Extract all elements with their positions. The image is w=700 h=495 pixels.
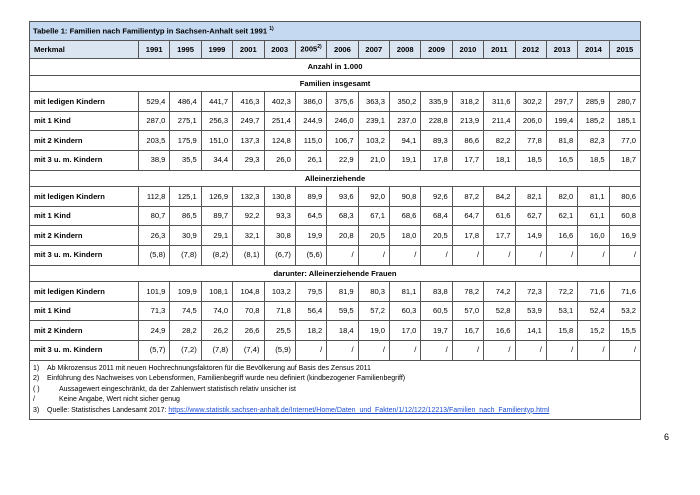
header-row	[30, 41, 641, 59]
table-cell: 68,3	[327, 206, 358, 226]
table-cell: 60,3	[390, 301, 421, 321]
table-cell: 89,9	[295, 187, 326, 207]
table-cell: (5,7)	[139, 340, 170, 360]
table-row	[30, 187, 641, 207]
section-title: darunter: Alleinerziehende Frauen	[30, 265, 641, 282]
header-year-text: 2012	[522, 44, 540, 54]
header-merkmal: Merkmal	[30, 41, 139, 59]
table-cell: 285,9	[578, 92, 609, 112]
table-cell: 68,6	[390, 206, 421, 226]
header-year	[201, 41, 232, 59]
table-cell: /	[327, 245, 358, 265]
table-cell: /	[421, 340, 452, 360]
table-cell: 130,8	[264, 187, 295, 207]
table-cell: /	[358, 340, 389, 360]
section-title: Familien insgesamt	[30, 75, 641, 92]
header-year-text: 1991	[145, 44, 163, 54]
table-cell: /	[578, 245, 609, 265]
table-cell: 103,2	[358, 131, 389, 151]
footnote	[33, 374, 637, 385]
table-cell: 103,2	[264, 282, 295, 302]
table-row	[30, 321, 641, 341]
table-cell: 93,6	[327, 187, 358, 207]
footnote-key: /	[33, 396, 35, 404]
table-cell: 318,2	[452, 92, 483, 112]
table-cell: 80,6	[609, 187, 640, 207]
table-cell: 20,8	[327, 226, 358, 246]
title-footnote-ref: 1)	[269, 25, 274, 32]
table-cell: 78,2	[452, 282, 483, 302]
table-cell: 72,3	[515, 282, 546, 302]
table-cell: 16,6	[484, 321, 515, 341]
table-cell: 14,9	[515, 226, 546, 246]
table-cell: 70,8	[233, 301, 264, 321]
table-cell: 350,2	[390, 92, 421, 112]
table-cell: 81,9	[327, 282, 358, 302]
row-label: mit 2 Kindern	[30, 321, 139, 341]
row-label: mit 3 u. m. Kindern	[30, 340, 139, 360]
table-cell: 26,0	[264, 150, 295, 170]
header-year	[546, 41, 577, 59]
header-year-text: 2007	[365, 44, 383, 54]
table-cell: 71,3	[139, 301, 170, 321]
section-header-row	[30, 265, 641, 282]
header-year-text: 1995	[177, 44, 195, 54]
table-cell: (5,8)	[139, 245, 170, 265]
table-cell: (7,4)	[233, 340, 264, 360]
unit-row	[30, 59, 641, 76]
row-label: mit ledigen Kindern	[30, 187, 139, 207]
table-cell: 256,3	[201, 111, 232, 131]
table-cell: 53,2	[609, 301, 640, 321]
table-cell: 62,1	[546, 206, 577, 226]
footnote-text: Ab Mikrozensus 2011 mit neuen Hochrechnungsfaktoren für die Bevölkerung auf Basis des Zensus 2011	[47, 364, 371, 372]
table-cell: 26,1	[295, 150, 326, 170]
table-cell: 15,2	[578, 321, 609, 341]
table-cell: 74,0	[201, 301, 232, 321]
table-cell: 19,0	[358, 321, 389, 341]
table-cell: 18,5	[515, 150, 546, 170]
table-cell: 441,7	[201, 92, 232, 112]
table-cell: /	[452, 340, 483, 360]
table-cell: 57,2	[358, 301, 389, 321]
table-cell: 86,6	[452, 131, 483, 151]
table-cell: 72,2	[546, 282, 577, 302]
table-cell: /	[452, 245, 483, 265]
footnote-text: Einführung des Nachweises von Lebensformen, Familienbegriff wurde neu definiert (kindbezogener Familienbegriff)	[47, 375, 406, 383]
table-cell: 237,0	[390, 111, 421, 131]
footnote	[33, 395, 637, 406]
table-row	[30, 92, 641, 112]
table-cell: 64,5	[295, 206, 326, 226]
table-cell: 77,8	[515, 131, 546, 151]
year-footnote-ref: 2)	[317, 44, 322, 51]
table-cell: /	[295, 340, 326, 360]
table-cell: 60,5	[421, 301, 452, 321]
table-cell: 80,3	[358, 282, 389, 302]
table-cell: 81,8	[546, 131, 577, 151]
table-cell: (6,7)	[264, 245, 295, 265]
table-cell: 16,6	[546, 226, 577, 246]
table-row	[30, 206, 641, 226]
section-header-row	[30, 170, 641, 187]
table-cell: 68,4	[421, 206, 452, 226]
header-year-text: 2011	[491, 44, 508, 54]
row-label: mit 1 Kind	[30, 206, 139, 226]
table-cell: 16,7	[452, 321, 483, 341]
table-cell: 93,3	[264, 206, 295, 226]
header-year-text: 2001	[239, 44, 257, 54]
table-cell: 53,9	[515, 301, 546, 321]
table-cell: 80,7	[139, 206, 170, 226]
table-cell: 15,5	[609, 321, 640, 341]
table-cell: 87,2	[452, 187, 483, 207]
table-cell: 206,0	[515, 111, 546, 131]
table-cell: 53,1	[546, 301, 577, 321]
table-cell: 375,6	[327, 92, 358, 112]
table-cell: 17,7	[484, 226, 515, 246]
table-cell: /	[390, 245, 421, 265]
table-cell: 56,4	[295, 301, 326, 321]
table-cell: 52,4	[578, 301, 609, 321]
table-cell: 18,5	[578, 150, 609, 170]
header-year	[233, 41, 264, 59]
header-year-text: 2009	[428, 44, 446, 54]
table-cell: /	[609, 245, 640, 265]
header-year	[139, 41, 170, 59]
table-cell: /	[515, 245, 546, 265]
table-cell: 16,9	[609, 226, 640, 246]
section-title: Alleinerziehende	[30, 170, 641, 187]
table-cell: (7,8)	[170, 245, 201, 265]
header-year	[358, 41, 389, 59]
table-cell: 137,3	[233, 131, 264, 151]
table-cell: 81,1	[578, 187, 609, 207]
table-cell: 175,9	[170, 131, 201, 151]
notes-cell	[30, 360, 641, 420]
footnote	[33, 364, 637, 375]
source-link[interactable]: https://www.statistik.sachsen-anhalt.de/Internet/Home/Daten_und_Fakten/1/12/122/12213/Familien_nach_Familientyp.html	[168, 406, 550, 414]
row-label: mit 3 u. m. Kindern	[30, 150, 139, 170]
header-year-text: 2015	[616, 44, 634, 54]
table-cell: 151,0	[201, 131, 232, 151]
table-cell: 275,1	[170, 111, 201, 131]
table-cell: 246,0	[327, 111, 358, 131]
table-cell: 84,2	[484, 187, 515, 207]
table-cell: 38,9	[139, 150, 170, 170]
table-cell: 17,0	[390, 321, 421, 341]
table-cell: /	[421, 245, 452, 265]
table-cell: 18,2	[295, 321, 326, 341]
header-year-text: 2010	[459, 44, 477, 54]
table-cell: 17,8	[421, 150, 452, 170]
table-cell: (5,9)	[264, 340, 295, 360]
table-cell: 20,5	[421, 226, 452, 246]
table-cell: 74,2	[484, 282, 515, 302]
table-cell: 92,2	[233, 206, 264, 226]
table-cell: 115,0	[295, 131, 326, 151]
table-cell: 239,1	[358, 111, 389, 131]
header-year	[264, 41, 295, 59]
families-table	[29, 21, 641, 420]
table-cell: 109,9	[170, 282, 201, 302]
table-cell: 17,8	[452, 226, 483, 246]
table-cell: 67,1	[358, 206, 389, 226]
header-year	[452, 41, 483, 59]
table-cell: 64,7	[452, 206, 483, 226]
table-cell: /	[515, 340, 546, 360]
table-cell: 24,9	[139, 321, 170, 341]
table-cell: 71,6	[578, 282, 609, 302]
table-cell: 486,4	[170, 92, 201, 112]
table-cell: /	[578, 340, 609, 360]
table-row	[30, 131, 641, 151]
table-cell: 29,1	[201, 226, 232, 246]
header-year-text: 1999	[208, 44, 226, 54]
row-label: mit 1 Kind	[30, 111, 139, 131]
header-year	[515, 41, 546, 59]
table-cell: 32,1	[233, 226, 264, 246]
header-year-text: 2006	[333, 44, 351, 54]
table-cell: 82,3	[578, 131, 609, 151]
source-note	[33, 406, 637, 417]
table-cell: 82,2	[484, 131, 515, 151]
table-cell: 199,4	[546, 111, 577, 131]
table-cell: (8,1)	[233, 245, 264, 265]
table-cell: 89,3	[421, 131, 452, 151]
row-label: mit 2 Kindern	[30, 131, 139, 151]
table-cell: 101,9	[139, 282, 170, 302]
header-year	[421, 41, 452, 59]
table-cell: 61,6	[484, 206, 515, 226]
footnote-key: ( )	[33, 385, 40, 393]
table-cell: 26,6	[233, 321, 264, 341]
table-cell: 22,9	[327, 150, 358, 170]
table-cell: 89,7	[201, 206, 232, 226]
footnote-key: 2)	[33, 375, 40, 383]
header-year	[295, 41, 326, 59]
table-cell: (7,2)	[170, 340, 201, 360]
table-cell: 125,1	[170, 187, 201, 207]
table-cell: 213,9	[452, 111, 483, 131]
table-title-row	[30, 22, 641, 41]
table-cell: 311,6	[484, 92, 515, 112]
table-cell: 82,0	[546, 187, 577, 207]
table-cell: 90,8	[390, 187, 421, 207]
table-row	[30, 340, 641, 360]
header-year	[578, 41, 609, 59]
table-cell: 62,7	[515, 206, 546, 226]
table-cell: 92,6	[421, 187, 452, 207]
notes-row	[30, 360, 641, 420]
table-row	[30, 282, 641, 302]
table-cell: 363,3	[358, 92, 389, 112]
table-cell: 60,8	[609, 206, 640, 226]
table-cell: 26,3	[139, 226, 170, 246]
table-cell: 30,8	[264, 226, 295, 246]
source-label: Quelle: Statistisches Landesamt 2017:	[47, 406, 169, 414]
table-cell: 19,1	[390, 150, 421, 170]
table-row	[30, 226, 641, 246]
table-cell: 18,7	[609, 150, 640, 170]
table-cell: 185,2	[578, 111, 609, 131]
table-cell: 106,7	[327, 131, 358, 151]
table-cell: 185,1	[609, 111, 640, 131]
table-cell: 79,5	[295, 282, 326, 302]
table-cell: 25,5	[264, 321, 295, 341]
table-cell: 132,3	[233, 187, 264, 207]
table-cell: 57,0	[452, 301, 483, 321]
table-cell: 108,1	[201, 282, 232, 302]
table-cell: 302,2	[515, 92, 546, 112]
table-cell: 112,8	[139, 187, 170, 207]
row-label: mit ledigen Kindern	[30, 92, 139, 112]
row-label: mit 1 Kind	[30, 301, 139, 321]
table-cell: 19,9	[295, 226, 326, 246]
table-cell: 124,8	[264, 131, 295, 151]
source-text	[47, 406, 549, 417]
table-cell: 251,4	[264, 111, 295, 131]
table-cell: 402,3	[264, 92, 295, 112]
page-number: 6	[664, 432, 670, 442]
table-cell: 71,6	[609, 282, 640, 302]
table-cell: 18,1	[484, 150, 515, 170]
source-key: 3)	[33, 406, 40, 414]
table-cell: 26,2	[201, 321, 232, 341]
table-cell: 86,5	[170, 206, 201, 226]
table-cell: 297,7	[546, 92, 577, 112]
header-year-text: 2008	[396, 44, 414, 54]
footnote	[33, 385, 637, 396]
table-cell: 34,4	[201, 150, 232, 170]
table-cell: /	[546, 245, 577, 265]
table-cell: 20,5	[358, 226, 389, 246]
header-year	[484, 41, 515, 59]
table-row	[30, 150, 641, 170]
row-label: mit 3 u. m. Kindern	[30, 245, 139, 265]
table-cell: 335,9	[421, 92, 452, 112]
table-cell: /	[609, 340, 640, 360]
table-cell: 249,7	[233, 111, 264, 131]
table-cell: /	[390, 340, 421, 360]
table-row	[30, 301, 641, 321]
header-year	[390, 41, 421, 59]
header-year	[170, 41, 201, 59]
table-cell: 59,5	[327, 301, 358, 321]
table-cell: 228,8	[421, 111, 452, 131]
table-cell: 529,4	[139, 92, 170, 112]
table-cell: /	[327, 340, 358, 360]
table-cell: 21,0	[358, 150, 389, 170]
table-cell: (5,6)	[295, 245, 326, 265]
table-cell: /	[484, 245, 515, 265]
header-year-text: 2014	[584, 44, 602, 54]
table-cell: 52,8	[484, 301, 515, 321]
table-row	[30, 245, 641, 265]
table-cell: 94,1	[390, 131, 421, 151]
table-cell: 244,9	[295, 111, 326, 131]
table-cell: 74,5	[170, 301, 201, 321]
table-cell: 16,0	[578, 226, 609, 246]
table-cell: 19,7	[421, 321, 452, 341]
table-cell: 14,1	[515, 321, 546, 341]
header-year-text: 2005	[300, 44, 318, 54]
table-cell: 18,4	[327, 321, 358, 341]
table-cell: (7,8)	[201, 340, 232, 360]
table-cell: 77,0	[609, 131, 640, 151]
header-year-text: 2013	[553, 44, 571, 54]
table-cell: /	[484, 340, 515, 360]
table-cell: 386,0	[295, 92, 326, 112]
table-cell: 15,8	[546, 321, 577, 341]
table-cell: 83,8	[421, 282, 452, 302]
table-cell: /	[358, 245, 389, 265]
footnote-text: Aussagewert eingeschränkt, da der Zahlenwert statistisch relativ unsicher ist	[59, 385, 296, 393]
table-cell: 211,4	[484, 111, 515, 131]
table-row	[30, 111, 641, 131]
table-cell: 71,8	[264, 301, 295, 321]
footnote-text: Keine Angabe, Wert nicht sicher genug	[59, 396, 180, 404]
table-cell: 81,1	[390, 282, 421, 302]
row-label: mit ledigen Kindern	[30, 282, 139, 302]
table-cell: 28,2	[170, 321, 201, 341]
table-cell: 416,3	[233, 92, 264, 112]
footnote-key: 1)	[33, 364, 40, 372]
unit-label: Anzahl in 1.000	[30, 59, 641, 76]
table-cell: (8,2)	[201, 245, 232, 265]
row-label: mit 2 Kindern	[30, 226, 139, 246]
table-cell: 126,9	[201, 187, 232, 207]
table-title-text: Tabelle 1: Familien nach Familientyp in Sachsen-Anhalt seit 1991	[33, 26, 268, 36]
table-cell: 18,0	[390, 226, 421, 246]
table-cell: 280,7	[609, 92, 640, 112]
section-header-row	[30, 75, 641, 92]
table-cell: 35,5	[170, 150, 201, 170]
header-year	[609, 41, 640, 59]
table-cell: 61,1	[578, 206, 609, 226]
table-title	[30, 22, 641, 41]
table-cell: 92,0	[358, 187, 389, 207]
table-cell: 30,9	[170, 226, 201, 246]
table-cell: 16,5	[546, 150, 577, 170]
table-cell: /	[546, 340, 577, 360]
header-year-text: 2003	[271, 44, 289, 54]
document	[29, 21, 640, 420]
table-cell: 82,1	[515, 187, 546, 207]
table-cell: 203,5	[139, 131, 170, 151]
table-cell: 17,7	[452, 150, 483, 170]
header-year	[327, 41, 358, 59]
table-cell: 104,8	[233, 282, 264, 302]
table-cell: 287,0	[139, 111, 170, 131]
table-cell: 29,3	[233, 150, 264, 170]
